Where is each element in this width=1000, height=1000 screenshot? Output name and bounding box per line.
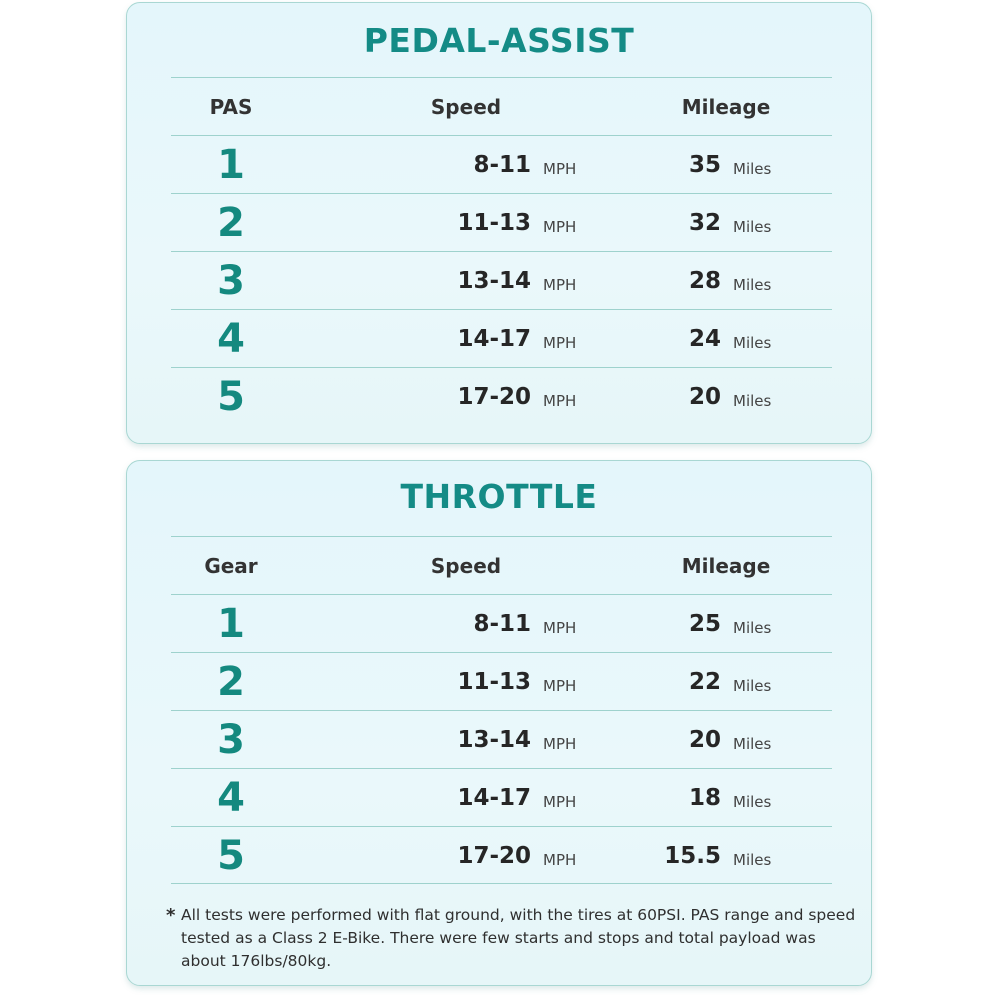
- speed-value: 13-14: [457, 727, 531, 753]
- mileage-unit: Miles: [733, 160, 772, 178]
- speed-value: 11-13: [457, 210, 531, 236]
- throttle-table: [171, 536, 832, 884]
- speed-value: 14-17: [457, 785, 531, 811]
- level-number: 5: [217, 833, 245, 879]
- mileage-unit: Miles: [733, 851, 772, 869]
- mileage-unit: Miles: [733, 276, 772, 294]
- table-row: [171, 309, 832, 367]
- mileage-unit: Miles: [733, 334, 772, 352]
- footnote-text: All tests were performed with flat ground, with the tires at 60PSI. PAS range and speed tested as a Class 2 E-Bike. There were few starts and stops and total payload was about 176lbs/80kg.: [181, 906, 856, 970]
- mileage-value: 25: [688, 611, 721, 637]
- test-conditions-footnote: [166, 904, 856, 973]
- speed-value: 17-20: [457, 843, 531, 869]
- level-number: 3: [217, 258, 245, 304]
- speed-value: 14-17: [457, 326, 531, 352]
- table-row: [171, 251, 832, 309]
- speed-value: 17-20: [457, 384, 531, 410]
- mileage-unit: Miles: [733, 392, 772, 410]
- level-number: 5: [217, 374, 245, 420]
- mileage-value: 15.5: [664, 843, 721, 869]
- speed-unit: MPH: [543, 735, 577, 753]
- table-row: [171, 193, 832, 251]
- table-row: [171, 367, 832, 425]
- mileage-unit: Miles: [733, 619, 772, 637]
- speed-unit: MPH: [543, 392, 577, 410]
- level-number: 4: [217, 775, 245, 821]
- mileage-value: 22: [688, 669, 721, 695]
- table-header-row: [171, 536, 832, 594]
- level-number: 1: [217, 601, 245, 647]
- speed-value: 8-11: [473, 152, 531, 178]
- speed-unit: MPH: [543, 851, 577, 869]
- mileage-value: 32: [688, 210, 721, 236]
- speed-unit: MPH: [543, 218, 577, 236]
- speed-value: 13-14: [457, 268, 531, 294]
- pedal-assist-title: PEDAL-ASSIST: [363, 21, 635, 60]
- table-header-row: [171, 77, 832, 135]
- mileage-value: 35: [688, 152, 721, 178]
- header-gear: Gear: [204, 554, 258, 578]
- mileage-value: 20: [688, 384, 721, 410]
- speed-unit: MPH: [543, 619, 577, 637]
- header-speed: Speed: [430, 95, 502, 119]
- header-pas: PAS: [209, 95, 253, 119]
- speed-unit: MPH: [543, 677, 577, 695]
- table-row: [171, 826, 832, 884]
- table-row: [171, 768, 832, 826]
- level-number: 4: [217, 316, 245, 362]
- speed-unit: MPH: [543, 160, 577, 178]
- mileage-value: 28: [688, 268, 721, 294]
- pedal-assist-card: [126, 2, 872, 444]
- level-number: 3: [217, 717, 245, 763]
- level-number: 2: [217, 659, 245, 705]
- header-speed: Speed: [430, 554, 502, 578]
- mileage-unit: Miles: [733, 677, 772, 695]
- speed-unit: MPH: [543, 793, 577, 811]
- mileage-unit: Miles: [733, 218, 772, 236]
- header-mileage: Mileage: [681, 95, 771, 119]
- mileage-value: 20: [688, 727, 721, 753]
- table-row: [171, 135, 832, 193]
- throttle-title: THROTTLE: [400, 477, 598, 516]
- speed-value: 11-13: [457, 669, 531, 695]
- level-number: 1: [217, 142, 245, 188]
- footnote-marker: *: [166, 905, 176, 926]
- speed-unit: MPH: [543, 334, 577, 352]
- mileage-unit: Miles: [733, 735, 772, 753]
- level-number: 2: [217, 200, 245, 246]
- mileage-value: 18: [688, 785, 721, 811]
- header-mileage: Mileage: [681, 554, 771, 578]
- speed-unit: MPH: [543, 276, 577, 294]
- table-row: [171, 710, 832, 768]
- mileage-unit: Miles: [733, 793, 772, 811]
- pedal-assist-table: [171, 77, 832, 425]
- table-row: [171, 594, 832, 652]
- table-row: [171, 652, 832, 710]
- mileage-value: 24: [688, 326, 721, 352]
- speed-value: 8-11: [473, 611, 531, 637]
